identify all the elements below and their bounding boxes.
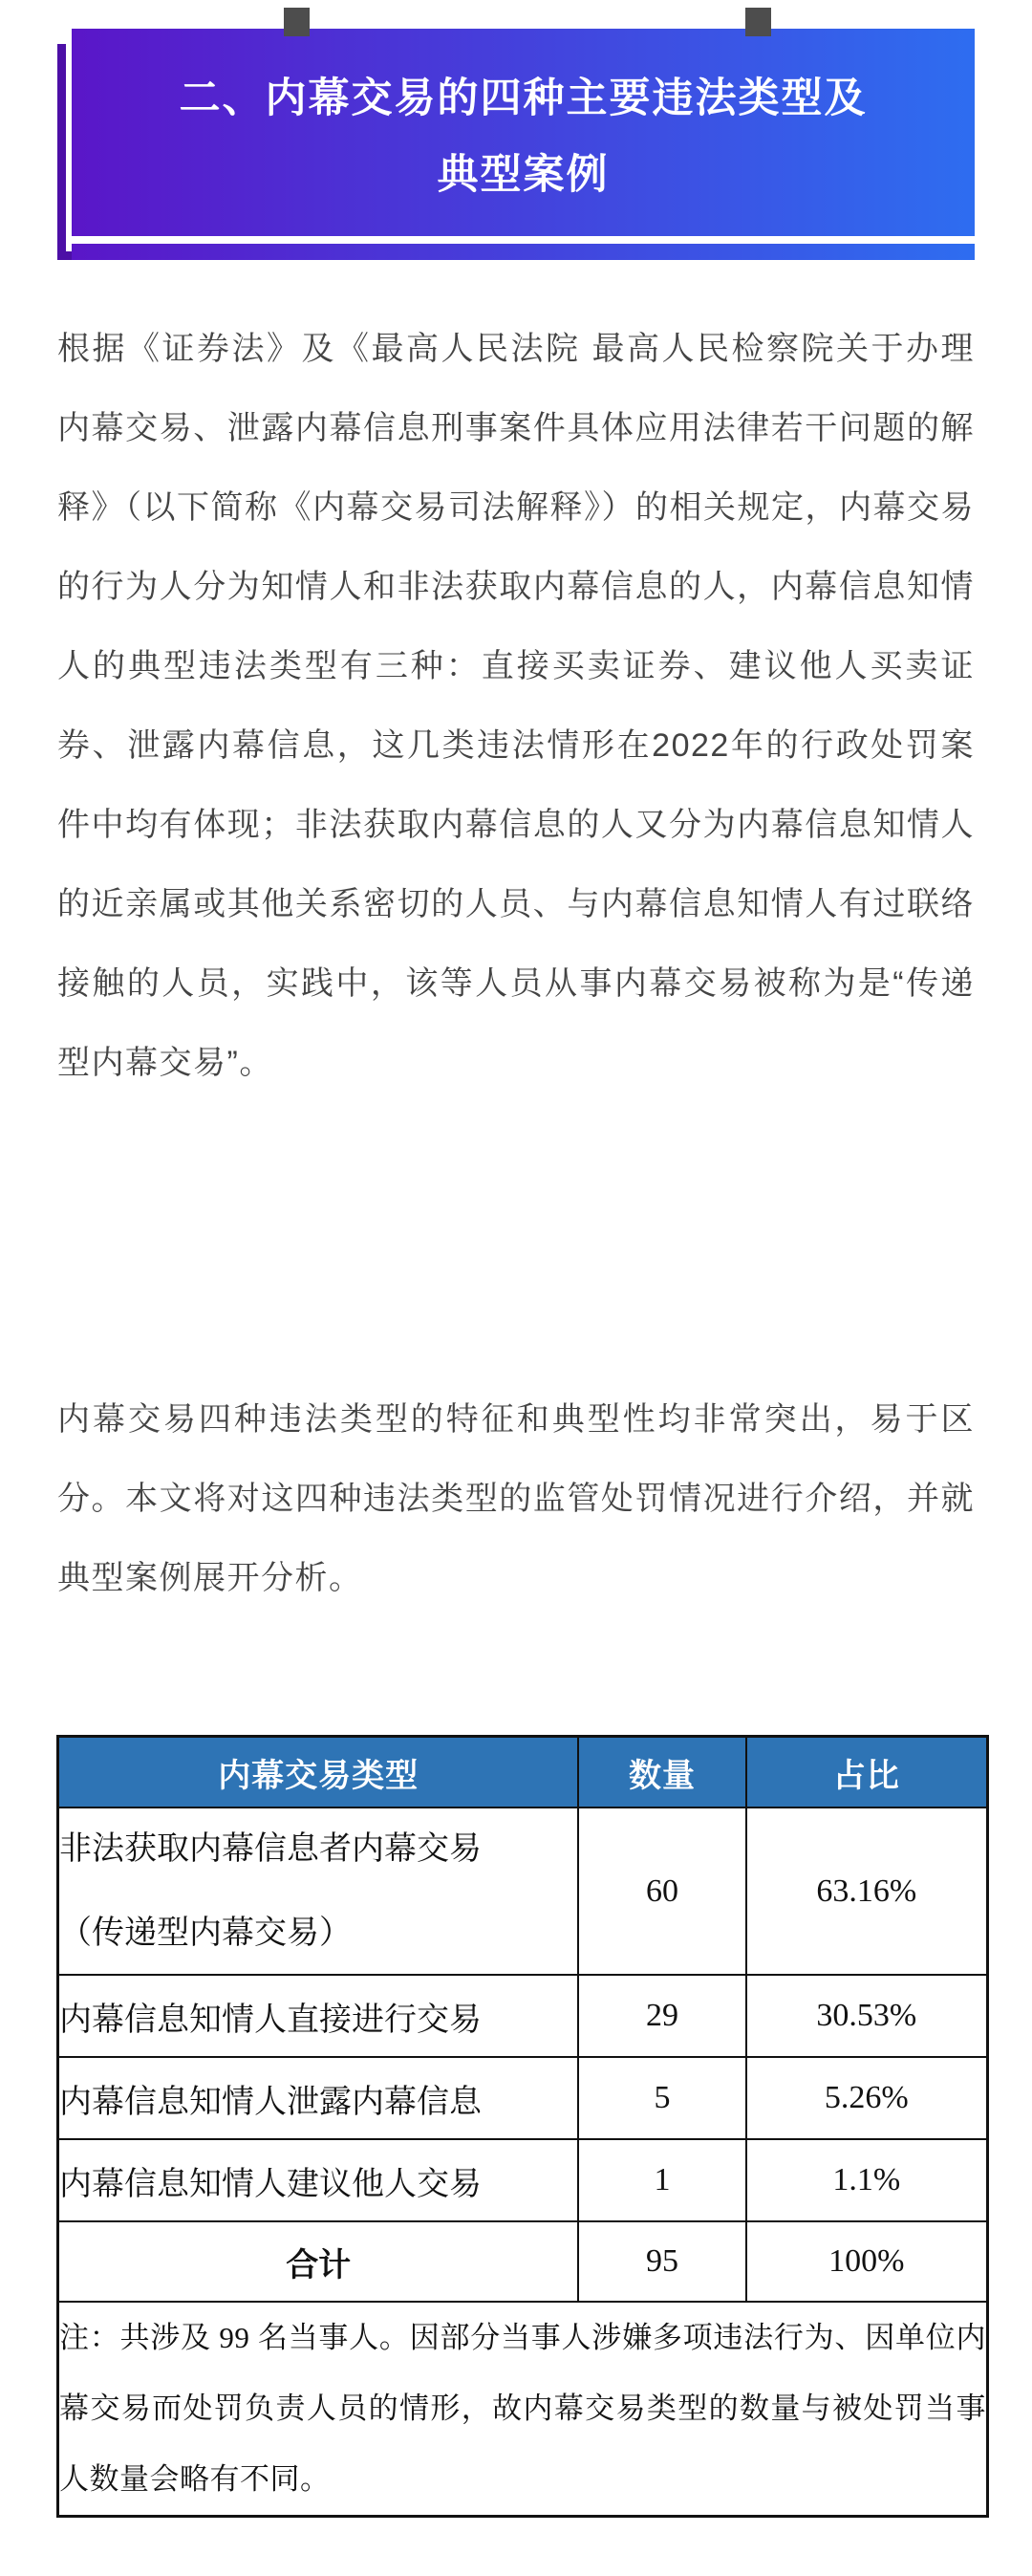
col-header-type: 内幕交易类型	[58, 1737, 579, 1808]
cell-type: 内幕信息知情人建议他人交易	[58, 2139, 579, 2221]
cell-type: 内幕信息知情人直接进行交易	[58, 1975, 579, 2057]
clip-pin-right-icon	[745, 8, 771, 36]
table-note: 注：共涉及 99 名当事人。因部分当事人涉嫌多项违法行为、因单位内幕交易而处罚负责人员的情形，故内幕交易类型的数量与被处罚当事人数量会略有不同。	[58, 2302, 988, 2517]
cell-type-line1: 非法获取内幕信息者内幕交易	[59, 1830, 482, 1867]
cell-pct: 5.26%	[746, 2057, 988, 2139]
col-header-pct: 占比	[746, 1737, 988, 1808]
banner-box	[72, 29, 975, 260]
clip-pin-left-icon	[284, 8, 310, 36]
table-total-row	[58, 2221, 988, 2302]
table-header-row	[58, 1737, 988, 1808]
paragraph-1: 根据《证券法》及《最高人民法院 最高人民检察院关于办理内幕交易、泄露内幕信息刑事案件具体应用法律若干问题的解释》（以下简称《内幕交易司法解释》）的相关规定，内幕交易的行为人分为知情人和非法获取内幕信息的人，内幕信息知情人的典型违法类型有三种：直接买卖证券、建议他人买卖证券、泄露内幕信息，这几类违法情形在2022年的行政处罚案件中均有体现；非法获取内幕信息的人又分为内幕信息知情人的近亲属或其他关系密切的人员、与内幕信息知情人有过联络接触的人员，实践中，该等人员从事内幕交易被称为是“传递型内幕交易”。	[57, 331, 975, 1081]
cell-type: 内幕信息知情人泄露内幕信息	[58, 2057, 579, 2139]
cell-count: 60	[578, 1808, 745, 1975]
cell-count: 1	[578, 2139, 745, 2221]
section-title	[72, 29, 975, 244]
section-title-line1: 二、内幕交易的四种主要违法类型及	[179, 75, 868, 121]
cell-pct: 30.53%	[746, 1975, 988, 2057]
cell-count: 29	[578, 1975, 745, 2057]
table-row	[58, 2057, 988, 2139]
table-note-row	[58, 2302, 988, 2517]
cell-pct: 63.16%	[746, 1808, 988, 1975]
cell-total-count: 95	[578, 2221, 745, 2302]
cell-type	[58, 1808, 579, 1975]
col-header-count: 数量	[578, 1737, 745, 1808]
cell-pct: 1.1%	[746, 2139, 988, 2221]
cell-type-line2: （传递型内幕交易）	[59, 1915, 352, 1951]
insider-trading-table	[56, 1735, 989, 2518]
table-row	[58, 1975, 988, 2057]
banner-inset-line	[72, 236, 975, 244]
table-row	[58, 1808, 988, 1975]
cell-total-pct: 100%	[746, 2221, 988, 2302]
paragraph-2: 内幕交易四种违法类型的特征和典型性均非常突出，易于区分。本文将对这四种违法类型的监管处罚情况进行介绍，并就典型案例展开分析。	[57, 1401, 975, 1596]
cell-total-label: 合计	[58, 2221, 579, 2302]
table-row	[58, 2139, 988, 2221]
banner-shadow-line	[57, 44, 66, 260]
section-header-banner	[0, 0, 1032, 277]
cell-count: 5	[578, 2057, 745, 2139]
section-title-line2: 典型案例	[437, 151, 610, 198]
